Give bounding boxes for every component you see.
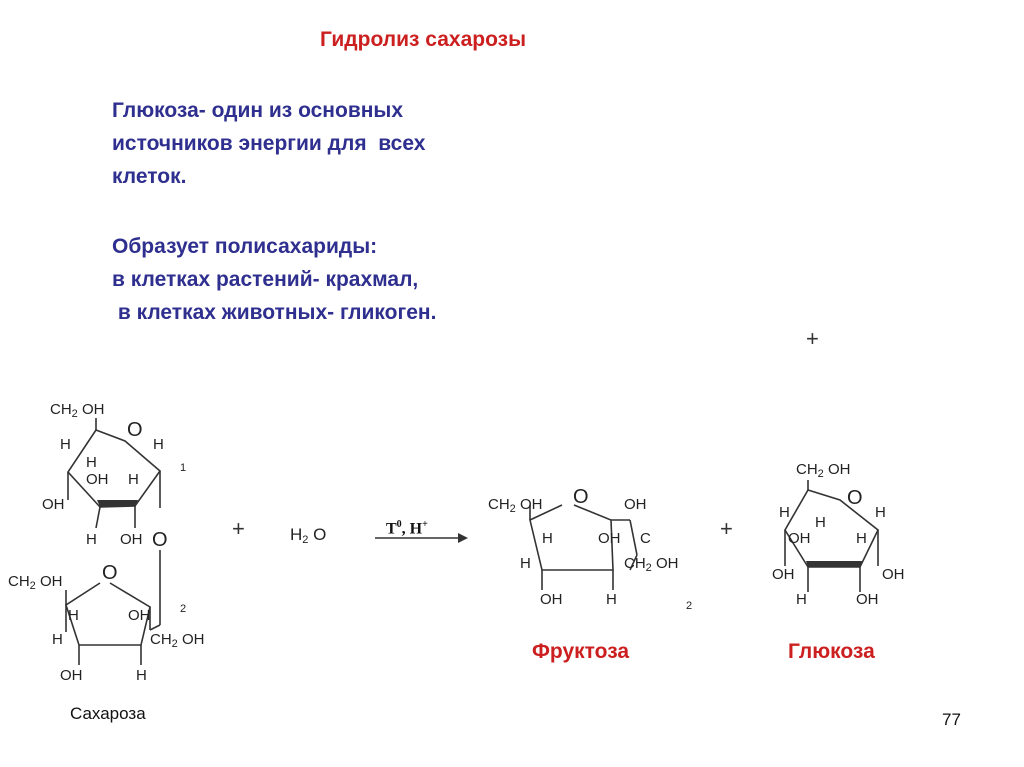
- atom-label: H: [542, 530, 553, 547]
- atom-label: OH: [120, 531, 143, 548]
- reaction-arrow-head: [458, 533, 468, 543]
- glycosidic-oxygen-label: O: [152, 529, 168, 551]
- atom-label: OH: [598, 530, 621, 547]
- sucrose-fructose-oxygen-label: O: [102, 562, 118, 584]
- fructose-ch2oh-bottom-label: $CH_2$ OH: [624, 555, 679, 574]
- fructose-name: Фруктоза: [532, 640, 630, 663]
- sucrose-ring-oxygen-label: O: [127, 419, 143, 441]
- atom-label: OH: [86, 471, 109, 488]
- bond: [150, 625, 160, 630]
- atom-label: OH: [624, 496, 647, 513]
- fructose-ch2oh-label: $CH_2$ OH: [488, 496, 543, 515]
- paragraph-line: в клетках растений- крахмал,: [112, 268, 419, 291]
- glucose-ch2oh-label: $CH_2$ OH: [796, 461, 851, 480]
- atom-label: H: [796, 591, 807, 608]
- atom-label: OH: [882, 566, 905, 583]
- paragraph-line: Глюкоза- один из основных: [112, 99, 404, 122]
- reaction-conditions: $T^0$, H+: [386, 519, 428, 538]
- atom-label: H: [86, 454, 97, 471]
- glucose-ring-oxygen-label: O: [847, 487, 863, 509]
- sucrose-glucose-ring-bold: [97, 500, 138, 507]
- sucrose-caption: Сахароза: [70, 704, 146, 723]
- atom-label: OH: [60, 667, 83, 684]
- atom-label: H: [779, 504, 790, 521]
- atom-label: H: [856, 530, 867, 547]
- page-number: 77: [942, 710, 961, 729]
- atom-label: OH: [856, 591, 879, 608]
- paragraph-line: в клетках животных- гликоген.: [112, 301, 437, 324]
- plus-sign-top: +: [806, 326, 819, 351]
- water-formula: $H_2$ O: [290, 525, 327, 546]
- atom-label: H: [815, 514, 826, 531]
- glucose-ring: [785, 487, 878, 567]
- sucrose-ch2oh-label: $CH_2$ OH: [50, 401, 105, 420]
- paragraph-line: источников энергии для всех: [112, 132, 426, 155]
- atom-label: H: [60, 436, 71, 453]
- bond: [96, 507, 100, 528]
- atom-label: C: [640, 530, 651, 547]
- atom-label: H: [68, 607, 79, 624]
- carbon-number-2: 2: [686, 600, 693, 612]
- atom-label: H: [128, 471, 139, 488]
- sucrose-fructose-ch2oh-label: $CH_2$ OH: [8, 573, 63, 592]
- atom-label: OH: [772, 566, 795, 583]
- atom-label: H: [86, 531, 97, 548]
- fructose-ring-oxygen-label: O: [573, 486, 589, 508]
- atom-label: OH: [788, 530, 811, 547]
- atom-label: H: [52, 631, 63, 648]
- plus-sign: +: [232, 516, 245, 541]
- atom-label: H: [520, 555, 531, 572]
- atom-label: OH: [128, 607, 151, 624]
- atom-label: H: [153, 436, 164, 453]
- sucrose-glucose-ring: [68, 430, 160, 507]
- atom-label: H: [875, 504, 886, 521]
- atom-label: H: [136, 667, 147, 684]
- glucose-ring-bold: [806, 561, 862, 567]
- atom-label: H: [606, 591, 617, 608]
- paragraph-line: Образует полисахариды:: [112, 235, 378, 258]
- bond: [630, 520, 637, 555]
- sucrose-ch2oh-bottom-label: $CH_2$ OH: [150, 631, 205, 650]
- plus-sign: +: [720, 516, 733, 541]
- atom-label: OH: [42, 496, 65, 513]
- carbon-number-1: 1: [180, 462, 187, 474]
- atom-label: OH: [540, 591, 563, 608]
- slide-title: Гидролиз сахарозы: [320, 28, 527, 51]
- paragraph-line: клеток.: [112, 165, 187, 188]
- glucose-name: Глюкоза: [788, 640, 875, 663]
- carbon-number-2: 2: [180, 603, 187, 615]
